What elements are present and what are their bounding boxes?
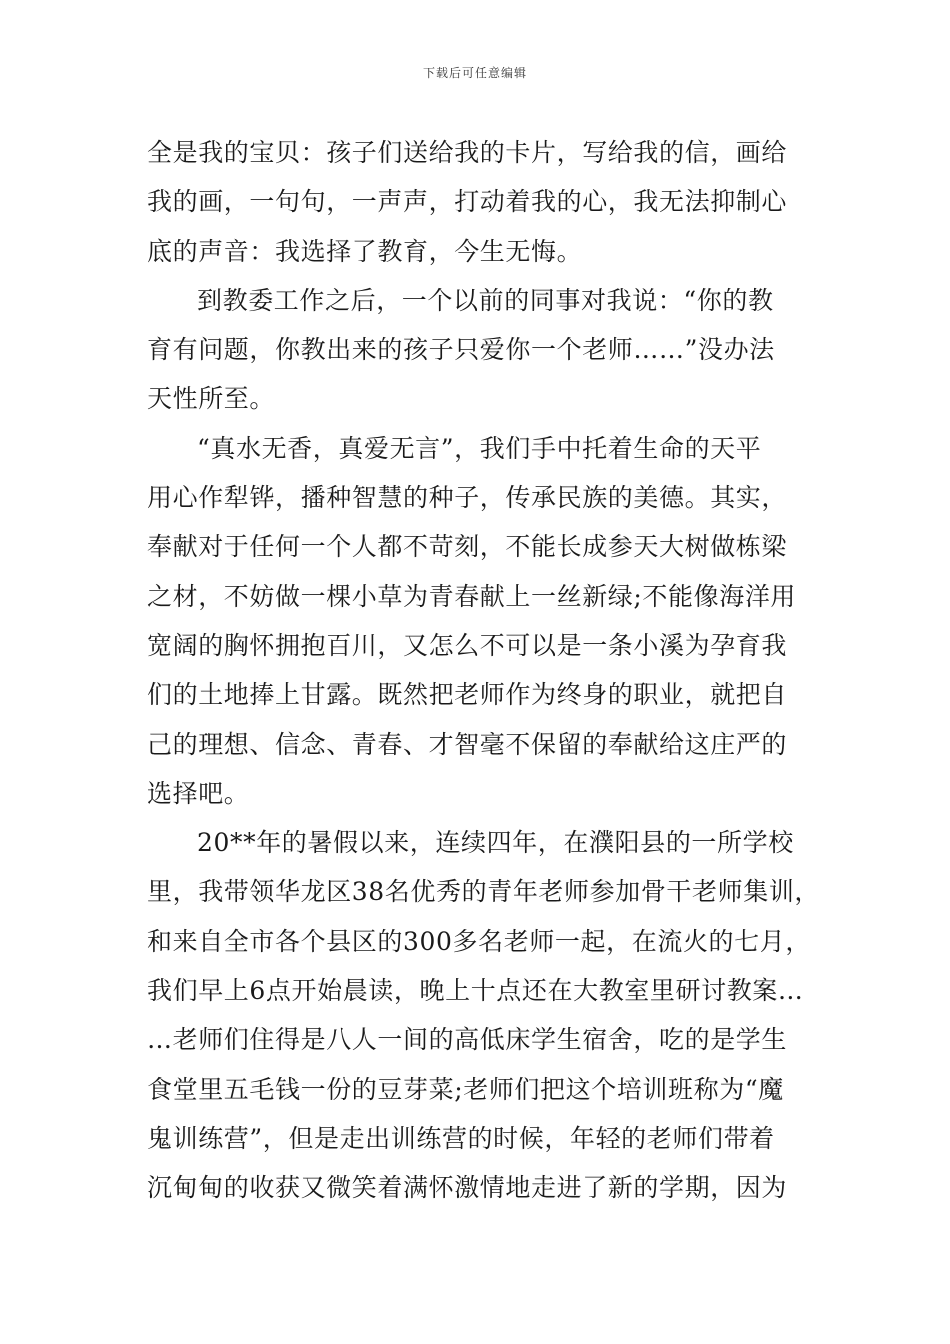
text-line: 到教委工作之后，一个以前的同事对我说：“你的教 [197, 285, 774, 315]
page-header: 下载后可任意编辑 [422, 66, 527, 80]
text-line: 宽阔的胸怀拥抱百川，又怎么不可以是一条小溪为孕育我 [147, 630, 788, 660]
text-line: 奉献对于任何一个人都不苛刻，不能长成参天大树做栋梁 [147, 532, 788, 562]
text-line: 我的画，一句句，一声声，打动着我的心，我无法抑制心 [147, 187, 788, 217]
text-line: …老师们住得是八人一间的高低床学生宿舍，吃的是学生 [147, 1025, 788, 1055]
text-line: 们的土地捧上甘露。既然把老师作为终身的职业，就把自 [147, 680, 788, 710]
text-line: 之材，不妨做一棵小草为青春献上一丝新绿;不能像海洋用 [147, 581, 797, 611]
text-line: 用心作犁铧，播种智慧的种子，传承民族的美德。其实， [147, 483, 788, 513]
text-line: 我们早上6点开始晨读，晚上十点还在大教室里研讨教案… [147, 976, 804, 1006]
text-line: 和来自全市各个县区的300多名老师一起，在流火的七月， [147, 926, 811, 956]
text-line: 选择吧。 [147, 778, 250, 808]
body-text [147, 128, 819, 1213]
text-line: 底的声音：我选择了教育，今生无悔。 [147, 236, 583, 266]
text-line: “真水无香，真爱无言”，我们手中托着生命的天平 [197, 433, 762, 463]
text-line: 全是我的宝贝：孩子们送给我的卡片，写给我的信，画给 [147, 138, 788, 167]
text-line: 天性所至。 [147, 384, 276, 414]
text-line: 食堂里五毛钱一份的豆芽菜;老师们把这个培训班称为“魔 [147, 1074, 784, 1104]
text-line: 20**年的暑假以来，连续四年，在濮阳县的一所学校 [197, 828, 794, 858]
text-line: 己的理想、信念、青春、才智毫不保留的奉献给这庄严的 [147, 729, 788, 759]
text-line: 育有问题，你教出来的孩子只爱你一个老师……”没办法 [147, 335, 775, 365]
text-line: 里，我带领华龙区38名优秀的青年老师参加骨干老师集训， [147, 877, 821, 907]
text-line: 鬼训练营”，但是走出训练营的时候，年轻的老师们带着 [147, 1123, 775, 1153]
text-line: 沉甸甸的收获又微笑着满怀激情地走进了新的学期，因为 [147, 1173, 788, 1203]
